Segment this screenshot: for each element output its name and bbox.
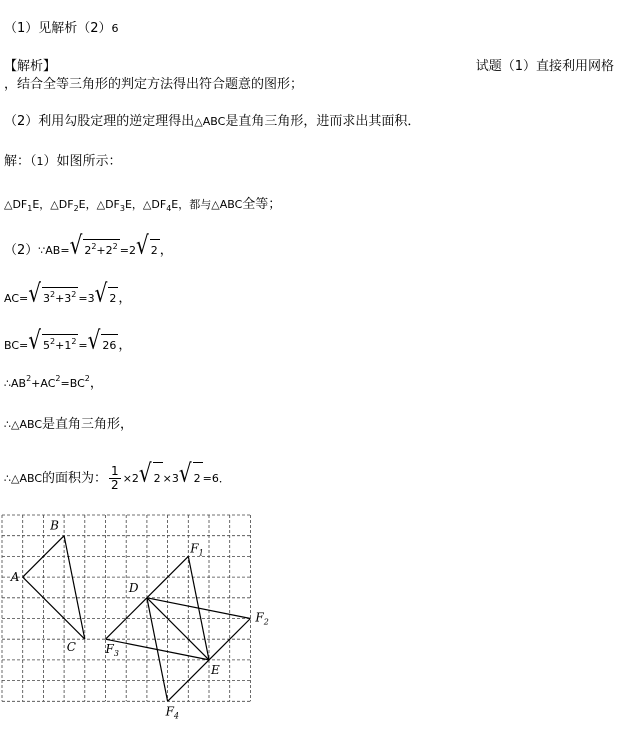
area-computation: ∴△ABC的面积为： $\frac{1}{2}$ ×2√ 2 ×3√ 2 =6． [4,457,230,492]
point-label-e: E [211,662,220,677]
grid-figure [0,512,269,724]
point-label-a: A [10,570,20,585]
segment-d-e [147,598,209,660]
point-label-f1: $F_1$ [190,541,204,558]
point-label-b: B [50,518,59,533]
segment-d-f4 [147,598,168,702]
answer-text: （1）见解析（2） [4,21,112,36]
ac-length: AC=√ $3^2+3^2 =3√$ 2 ， [4,277,132,308]
pythagorean-relation: $\therefore AB^2+AC^2=BC^2$， [4,374,103,391]
ac-radical: √ $3^2+3^2$ [28,277,77,308]
point-label-f2: $F_2$ [255,610,269,627]
point-label-f4: $F_4$ [165,704,180,721]
one-half-fraction: $\frac{1}{2}$ [111,464,119,492]
analysis-hint: 试题（1）直接利用网格 [475,59,614,74]
ab-length: （2）∵AB=√ $2^2+2^2 =2√$ 2 ， [4,229,173,260]
analysis-hint-cont: ，结合全等三角形的判定方法得出符合题意的图形； [4,77,304,92]
point-label-f3: $F_3$ [105,642,119,659]
analysis-header: 【解析】 [4,59,57,74]
area-radical-2: √ 2 [179,462,203,493]
bc-length: BC=√ $5^2+1^2$ =√ 26 ， [4,324,132,355]
segment-b-c [64,536,85,640]
answer-summary [4,20,119,38]
segment-d-f2 [147,598,251,619]
point-label-c: C [66,640,76,655]
ab-radical: √ $2^2+2^2$ [69,229,118,260]
answer-value: 6 [111,22,119,35]
analysis-part2: （2）利用勾股定理的逆定理得出△ABC是直角三角形，进而求出其面积． [4,114,421,129]
segment-c-a [23,577,85,639]
solution-intro: 解：（1）如图所示： [4,154,122,169]
ac-result-radical: √ 2 [94,277,117,308]
point-label-d: D [128,580,139,595]
congruent-triangles: $\triangle DF_1E$，$\triangle DF_2E$，$\triangle DF_3E$，$\triangle DF_4E$，都与△ABC全等； [4,197,282,213]
bc-radical: √ $5^2+1^2$ [28,324,77,355]
right-triangle-conclusion: ∴△ABC是直角三角形， [4,417,134,432]
bc-result-radical: √ 26 [87,324,117,355]
ab-result-radical: √ 2 [135,229,158,260]
area-radical-1: √ 2 [139,462,163,493]
